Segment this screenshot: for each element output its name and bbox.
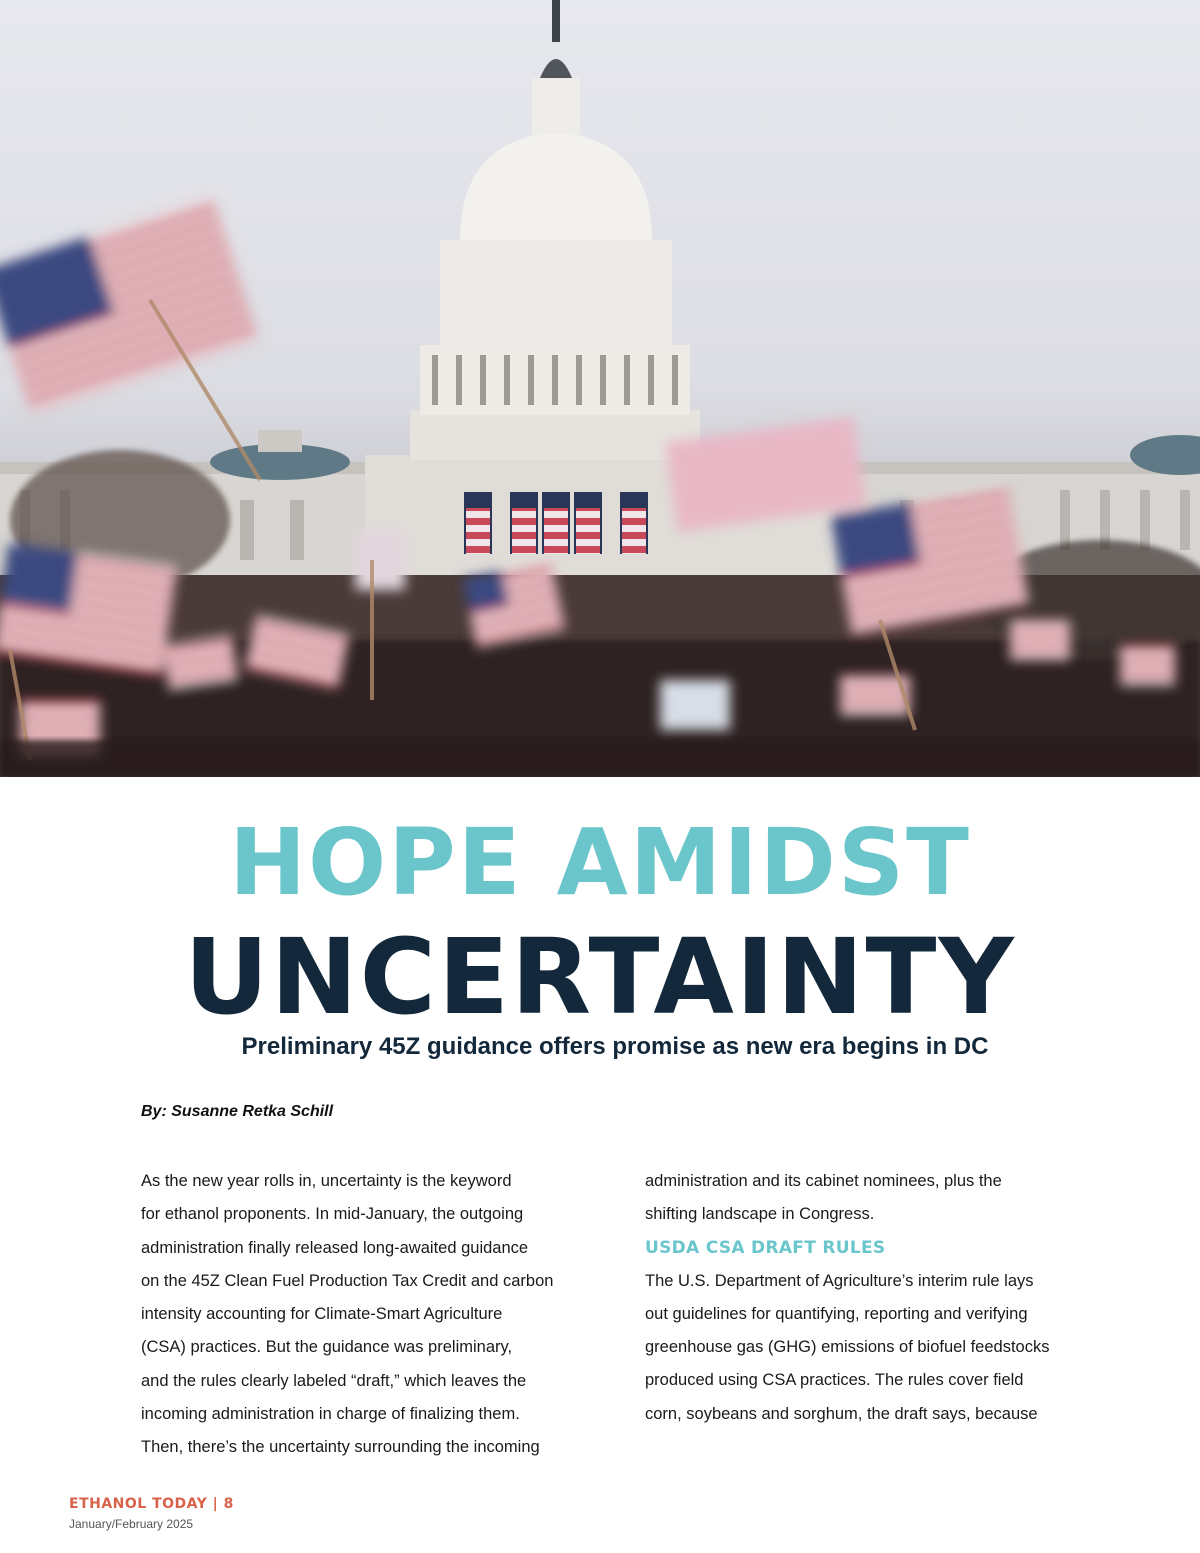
body-line: incoming administration in charge of finalizing them. (141, 1405, 520, 1424)
body-line: administration finally released long-awaited guidance (141, 1238, 529, 1257)
body-line: The U.S. Department of Agriculture’s interim rule lays (645, 1271, 1034, 1290)
footer-brand: ETHANOL TODAY | 8 (69, 1496, 234, 1512)
body-line: (CSA) practices. But the guidance was preliminary, (141, 1338, 513, 1357)
subtitle: Preliminary 45Z guidance offers promise as new era begins in DC (241, 1033, 989, 1060)
body-line: administration and its cabinet nominees, plus the (645, 1172, 1002, 1190)
body-column-left (141, 1165, 591, 1465)
body-line: and the rules clearly labeled “draft,” which leaves the (141, 1371, 527, 1390)
body-line: for ethanol proponents. In mid-January, the outgoing (141, 1205, 524, 1224)
body-line: shifting landscape in Congress. (645, 1205, 875, 1224)
section-heading: USDA CSA DRAFT RULES (645, 1237, 886, 1258)
headline-line-1: HOPE AMIDST (229, 809, 971, 916)
body-line: As the new year rolls in, uncertainty is the keyword (141, 1172, 512, 1190)
footer-issue-date: January/February 2025 (69, 1517, 194, 1531)
body-line: out guidelines for quantifying, reporting and verifying (645, 1304, 1028, 1323)
body-line: intensity accounting for Climate-Smart Agriculture (141, 1305, 503, 1324)
byline: By: Susanne Retka Schill (141, 1103, 334, 1120)
body-line: corn, soybeans and sorghum, the draft says, because (645, 1404, 1038, 1423)
body-line: produced using CSA practices. The rules cover field (645, 1371, 1024, 1390)
body-column-right (645, 1165, 1095, 1431)
body-line: Then, there’s the uncertainty surrounding the incoming (141, 1438, 540, 1457)
headline-line-2: UNCERTAINTY (184, 916, 1016, 1038)
body-line: greenhouse gas (GHG) emissions of biofuel feedstocks (645, 1338, 1050, 1357)
body-line: on the 45Z Clean Fuel Production Tax Credit and carbon (141, 1271, 554, 1290)
